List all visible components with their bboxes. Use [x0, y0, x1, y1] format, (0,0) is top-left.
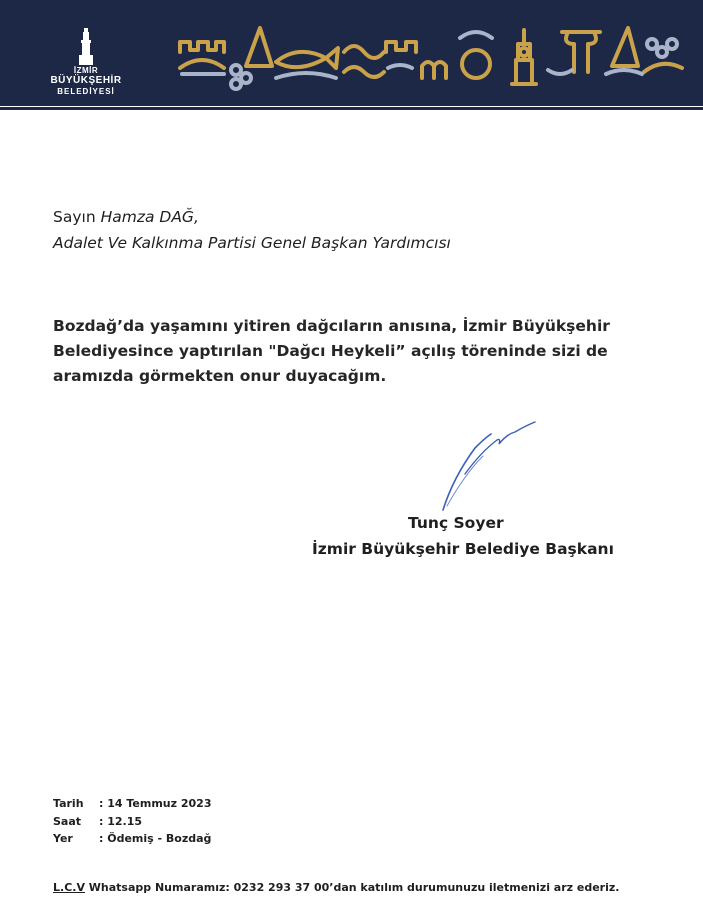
logo-text-city: İZMİR	[73, 66, 99, 75]
time-value: : 12.15	[99, 814, 143, 828]
salutation-prefix: Sayın	[53, 208, 96, 226]
body-line: aramızda görmekten onur duyacağım.	[53, 367, 387, 385]
recipient-title: Adalet Ve Kalkınma Partisi Genel Başkan Yardımcısı	[53, 234, 451, 252]
letter-body	[53, 314, 653, 389]
rsvp-note	[53, 881, 619, 894]
logo-text-municipality: BELEDİYESİ	[57, 87, 115, 96]
rsvp-text: Whatsapp Numaramız: 0232 293 37 00’dan katılım durumunuzu iletmenizi arz ederiz.	[84, 881, 620, 894]
signer-title: İzmir Büyükşehir Belediye Başkanı	[312, 540, 614, 558]
recipient-name: Hamza DAĞ,	[100, 208, 199, 226]
rsvp-abbreviation: L.C.V	[53, 881, 85, 894]
salutation-line	[53, 204, 451, 230]
body-line: Belediyesince yaptırılan "Dağcı Heykeli” açılış töreninde sizi de	[53, 342, 608, 360]
salutation-block	[53, 204, 451, 256]
detail-row-time	[53, 813, 211, 831]
detail-row-date	[53, 795, 211, 813]
place-label: Yer	[53, 832, 73, 845]
heritage-motifs-graphic	[176, 22, 686, 96]
detail-row-place	[53, 830, 211, 848]
date-label: Tarih	[53, 797, 84, 810]
place-value: : Ödemiş - Bozdağ	[99, 832, 212, 845]
municipality-logo	[38, 28, 134, 98]
date-value: : 14 Temmuz 2023	[99, 797, 212, 810]
time-label: Saat	[53, 814, 82, 828]
header-divider	[0, 107, 703, 110]
letterhead-band	[0, 0, 703, 106]
logo-text-metropolitan: BÜYÜKŞEHİR	[50, 75, 122, 86]
body-line: Bozdağ’da yaşamını yitiren dağcıların anısına, İzmir Büyükşehir	[53, 317, 610, 335]
handwritten-signature	[435, 418, 545, 514]
event-details	[53, 795, 211, 848]
signer-name: Tunç Soyer	[408, 514, 504, 532]
clock-tower-icon	[78, 28, 94, 66]
